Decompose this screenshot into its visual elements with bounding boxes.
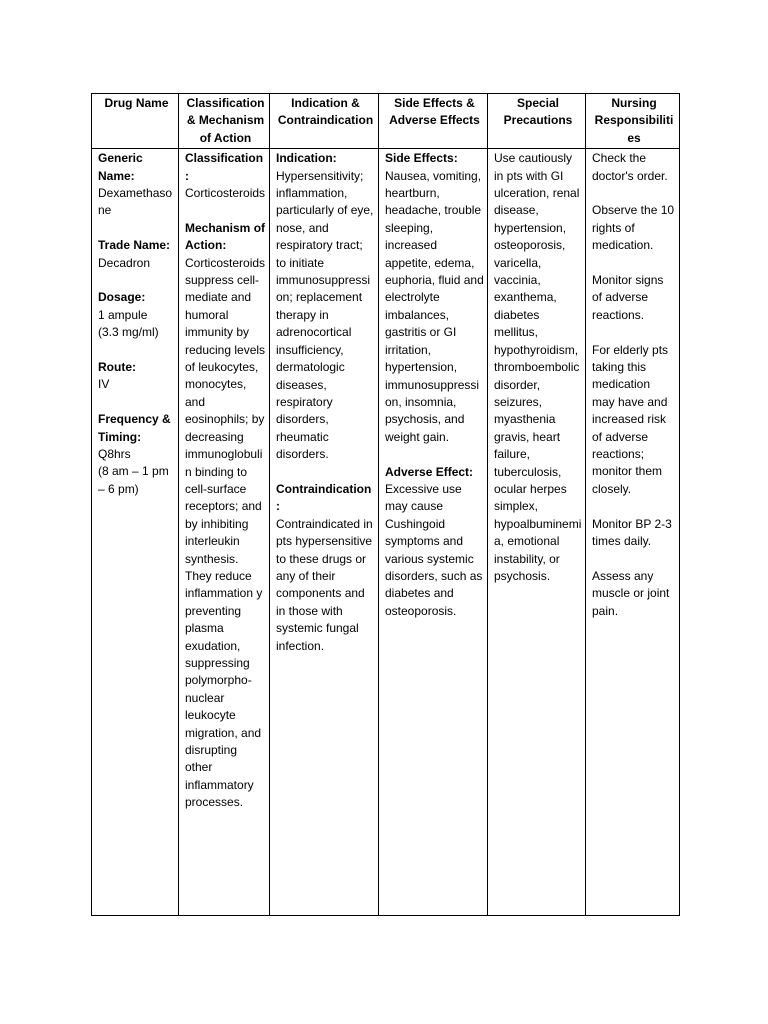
drug-name-cell — [92, 149, 179, 916]
adverse-effect-label: Adverse Effect: — [385, 464, 474, 479]
nursing-item: Observe the 10 rights of medication. — [592, 203, 675, 253]
dosage-concentration: (3.3 mg/ml) — [98, 325, 159, 340]
side-effects-label: Side Effects: — [385, 151, 458, 166]
indication-label: Indication: — [276, 151, 337, 166]
classification-value: Corticosteroids — [185, 186, 266, 201]
precautions-cell — [488, 149, 586, 916]
precautions-text: Use cautiously in pts with GI ulceration, renal disease, hypertension, osteoporosis, varicella, vaccinia, exanthema, diabetes mellitus, hypothyroidism, thromboembolic disorder, seizures, myasthenia gravis, heart failure, tuberculosis, ocular herpes simplex, hypoalbuminemia, emotional instability, or psychosis. — [494, 151, 582, 583]
dosage-value: 1 ampule — [98, 307, 148, 322]
adverse-effect-value: Excessive use may cause Cushingoid symptoms and various systemic disorders, such as diabetes and osteoporosis. — [385, 481, 483, 618]
table-row — [92, 149, 680, 916]
header-row — [92, 94, 680, 149]
trade-name-label: Trade Name: — [98, 238, 171, 253]
mechanism-value: Corticosteroids suppress cell-mediate and humoral immunity by reducing levels of leukocytes, monocytes, and eosinophils; by decreasing immunoglobulin binding to cell-surface receptors; and by inhibiting interleukin synthesis. They reduce inflammation y preventing plasma exudation, suppressing polymorpho-nuclear leukocyte migration, and disrupting other inflammatory processes. — [185, 255, 266, 810]
side-effects-value: Nausea, vomiting, heartburn, headache, trouble sleeping, increased appetite, edema, euphoria, fluid and electrolyte imbalances, gastritis or GI irritation, hypertension, immunosuppression, insomnia, psychosis, and weight gain. — [385, 168, 484, 444]
contraindication-label: Contraindication: — [276, 481, 372, 514]
nursing-item: Monitor BP 2-3 times daily. — [592, 516, 672, 549]
classification-label: Classification: — [185, 151, 264, 183]
nursing-item: Assess any muscle or joint pain. — [592, 568, 670, 618]
route-label: Route: — [98, 360, 136, 375]
header-nursing: Nursing Responsibilities — [586, 94, 680, 149]
route-value: IV — [98, 377, 110, 392]
frequency-label: Frequency & Timing: — [98, 412, 171, 444]
trade-name-value: Decadron — [98, 255, 151, 270]
frequency-value: Q8hrs — [98, 447, 131, 462]
mechanism-label: Mechanism of Action: — [185, 220, 266, 253]
header-side-effects: Side Effects & Adverse Effects — [379, 94, 488, 149]
drug-study-table — [91, 93, 680, 916]
header-drug-name: Drug Name — [92, 94, 179, 149]
dosage-label: Dosage: — [98, 290, 146, 305]
contraindication-value: Contraindicated in pts hypersensitive to these drugs or any of their components and in those with systemic fungal infection. — [276, 516, 373, 653]
nursing-item: Check the doctor's order. — [592, 151, 668, 183]
header-precautions: Special Precautions — [488, 94, 586, 149]
classification-cell — [179, 149, 270, 916]
nursing-item: Monitor signs of adverse reactions. — [592, 273, 664, 322]
generic-name-value: Dexamethasone — [98, 186, 173, 218]
indication-cell — [270, 149, 379, 916]
nursing-item: For elderly pts taking this medication may have and increased risk of adverse reactions; monitor them closely. — [592, 342, 669, 496]
side-effects-cell — [379, 149, 488, 916]
frequency-timing: (8 am – 1 pm – 6 pm) — [98, 464, 169, 496]
indication-value: Hypersensitivity; inflammation, particularly of eye, nose, and respiratory tract; to initiate immunosuppression; replacement therapy in adrenocortical insufficiency, dermatologic diseases, respiratory disorders, rheumatic disorders. — [276, 168, 374, 462]
nursing-cell — [586, 149, 680, 916]
header-indication: Indication & Contraindication — [270, 94, 379, 149]
generic-name-label: Generic Name: — [98, 151, 143, 183]
header-classification: Classification & Mechanism of Action — [179, 94, 270, 149]
